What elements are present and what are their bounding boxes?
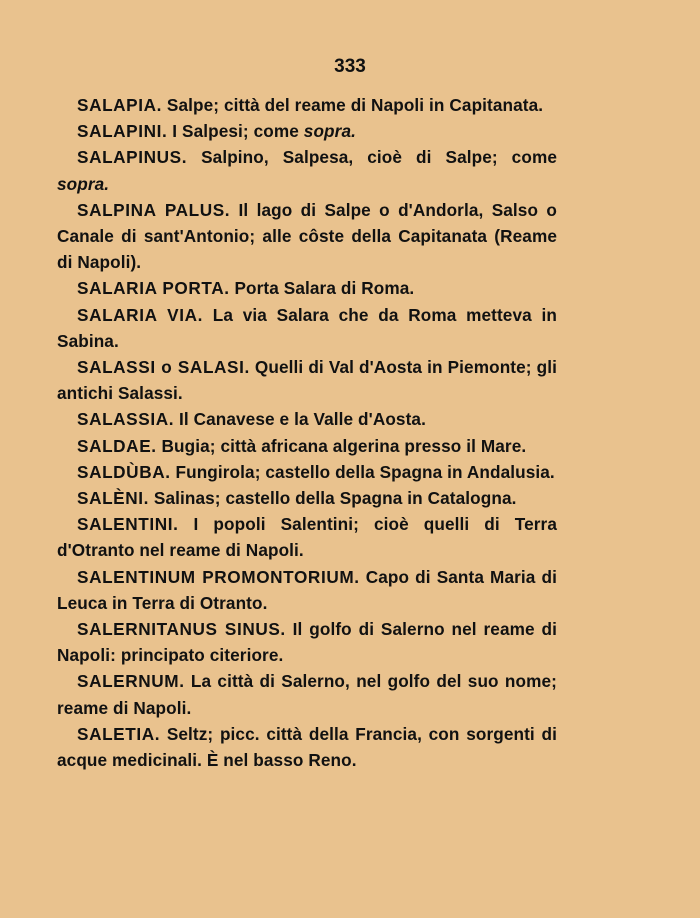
entry-headword: SALDAE.: [77, 435, 157, 456]
entry-definition: Fungirola; castello della Spagna in Andalusia.: [175, 461, 555, 482]
entry-salapini: [57, 118, 557, 144]
entry-salapinus: [57, 144, 557, 196]
dictionary-entries: [57, 92, 557, 773]
entry-headword: SALETIA.: [77, 723, 161, 744]
entry-salduba: [57, 459, 557, 485]
entry-headword: SALENTINI.: [77, 514, 179, 535]
entry-italic: sopra.: [303, 121, 356, 142]
entry-salentini: [57, 511, 557, 563]
entry-definition: Seltz; picc. città della Francia, con sorgenti di acque medicinali. È nel basso Reno.: [57, 723, 557, 771]
entry-definition: La città di Salerno, nel golfo del suo nome; reame di Napoli.: [57, 671, 557, 718]
entry-headword: SALPINA PALUS.: [77, 199, 231, 220]
entry-salassi: [57, 354, 557, 406]
entry-salaria-via: [57, 302, 557, 354]
entry-salpina-palus: [57, 197, 557, 276]
entry-definition: Bugia; città africana algerina presso il Mare.: [161, 435, 527, 456]
entry-definition: I popoli Salentini; cioè quelli di Terra d'Otranto nel reame di Napoli.: [57, 514, 557, 561]
entry-definition: Il lago di Salpe o d'Andorla, Salso o Canale di sant'Antonio; alle côste della Capitanata (Reame di Napoli).: [57, 199, 557, 273]
entry-headword: SALAPINUS.: [77, 147, 188, 168]
entry-headword: SALASSI o SALASI.: [77, 357, 250, 378]
entry-headword: SALAPINI.: [77, 121, 168, 142]
entry-definition: Porta Salara di Roma.: [234, 278, 415, 299]
entry-headword: SALENTINUM PROMONTORIUM.: [77, 566, 360, 587]
entry-saletia: [57, 721, 557, 773]
entry-definition: Quelli di Val d'Aosta in Piemonte; gli antichi Salassi.: [57, 357, 557, 404]
entry-headword: SALERNUM.: [77, 671, 185, 692]
entry-saleni: [57, 485, 557, 511]
entry-headword: SALARIA PORTA.: [77, 278, 230, 299]
entry-definition: Il golfo di Salerno nel reame di Napoli: principato citeriore.: [57, 619, 557, 666]
entry-headword: SALARIA VIA.: [77, 304, 204, 325]
entry-headword: SALDÙBA.: [77, 461, 171, 482]
entry-definition: Capo di Santa Maria di Leuca in Terra di Otranto.: [57, 566, 557, 613]
entry-definition: Il Canavese e la Valle d'Aosta.: [178, 409, 426, 430]
entry-salernitanus-sinus: [57, 616, 557, 668]
entry-definition: La via Salara che da Roma metteva in Sabina.: [57, 304, 557, 351]
entry-headword: SALERNITANUS SINUS.: [77, 619, 286, 640]
entry-definition: Salinas; castello della Spagna in Catalogna.: [153, 488, 517, 509]
entry-salapia: [57, 92, 557, 118]
entry-headword: SALÈNI.: [77, 488, 150, 509]
entry-salaria-porta: [57, 275, 557, 301]
entry-headword: SALASSIA.: [77, 409, 175, 430]
entry-definition: Salpino, Salpesa, cioè di Salpe; come: [201, 147, 557, 168]
entry-saldae: [57, 433, 557, 459]
entry-definition: Salpe; città del reame di Napoli in Capitanata.: [166, 95, 544, 115]
entry-salassia: [57, 406, 557, 432]
entry-salernum: [57, 668, 557, 720]
page-number: 333: [334, 56, 366, 77]
entry-definition: I Salpesi; come: [172, 121, 304, 142]
entry-headword: SALAPIA.: [77, 95, 163, 115]
entry-salentinum-promontorium: [57, 564, 557, 616]
entry-italic: sopra.: [57, 173, 110, 194]
